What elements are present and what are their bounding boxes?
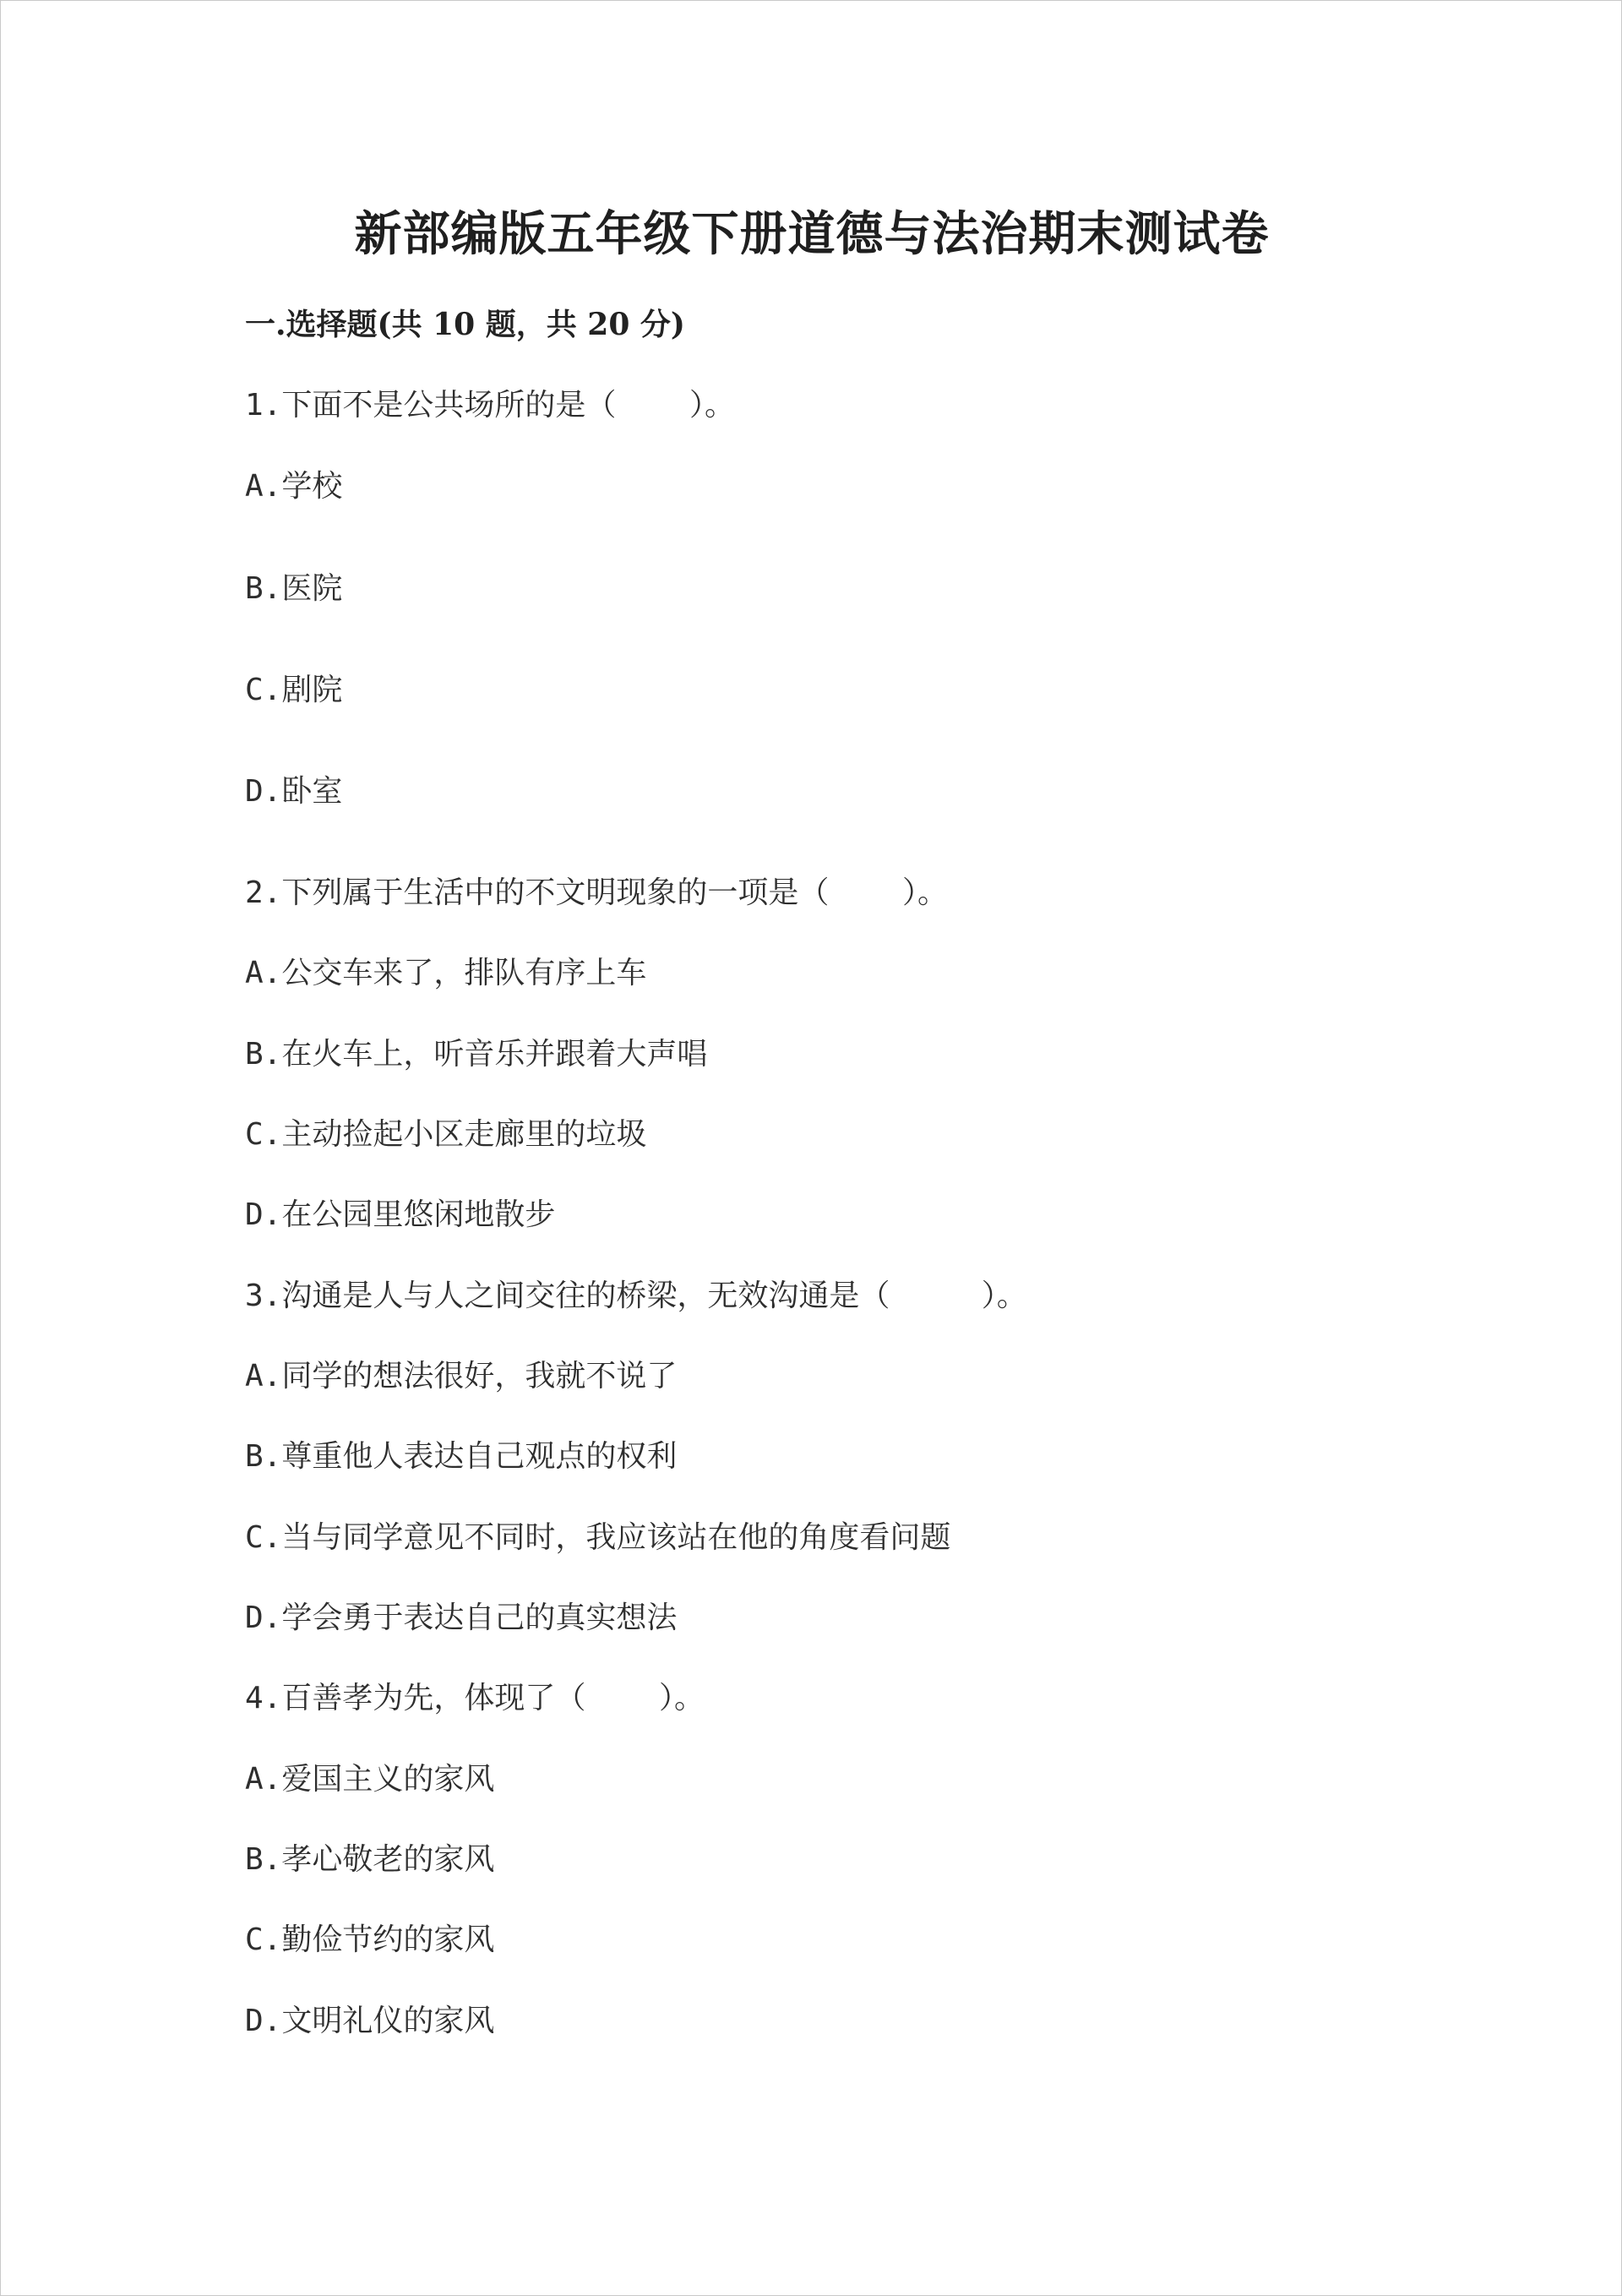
question-3-stem: 3.沟通是人与人之间交往的桥梁，无效沟通是（ ）。 [245,1279,1027,1313]
question-4-option-a: A.爱国主义的家风 [245,1762,495,1797]
question-2-option-a: A.公交车来了，排队有序上车 [245,956,647,990]
question-4-option-b: B.孝心敬老的家风 [245,1842,495,1877]
question-4-option-d: D.文明礼仪的家风 [245,2004,495,2038]
question-3-option-c: C.当与同学意见不同时，我应该站在他的角度看问题 [245,1520,951,1555]
question-1-stem: 1.下面不是公共场所的是（ ）。 [245,388,736,423]
question-3-option-d: D.学会勇于表达自己的真实想法 [245,1601,678,1635]
page-title: 新部编版五年级下册道德与法治期末测试卷 [354,206,1270,262]
question-4-stem: 4.百善孝为先，体现了（ ）。 [245,1681,705,1715]
question-3-option-a: A.同学的想法很好，我就不说了 [245,1359,678,1393]
section-heading: 一.选择题(共 10 题，共 20 分) [245,307,685,342]
question-1-option-a: A.学校 [245,469,343,504]
question-2-stem: 2.下列属于生活中的不文明现象的一项是（ ）。 [245,875,949,910]
question-3-option-b: B.尊重他人表达自己观点的权利 [245,1439,678,1474]
question-1-option-b: B.医院 [245,571,343,606]
question-1-option-d: D.卧室 [245,774,343,809]
question-2-option-c: C.主动捡起小区走廊里的垃圾 [245,1117,647,1152]
question-2-option-b: B.在火车上，听音乐并跟着大声唱 [245,1037,708,1072]
question-4-option-c: C.勤俭节约的家风 [245,1922,495,1957]
question-2-option-d: D.在公园里悠闲地散步 [245,1197,556,1232]
question-1-option-c: C.剧院 [245,673,343,707]
